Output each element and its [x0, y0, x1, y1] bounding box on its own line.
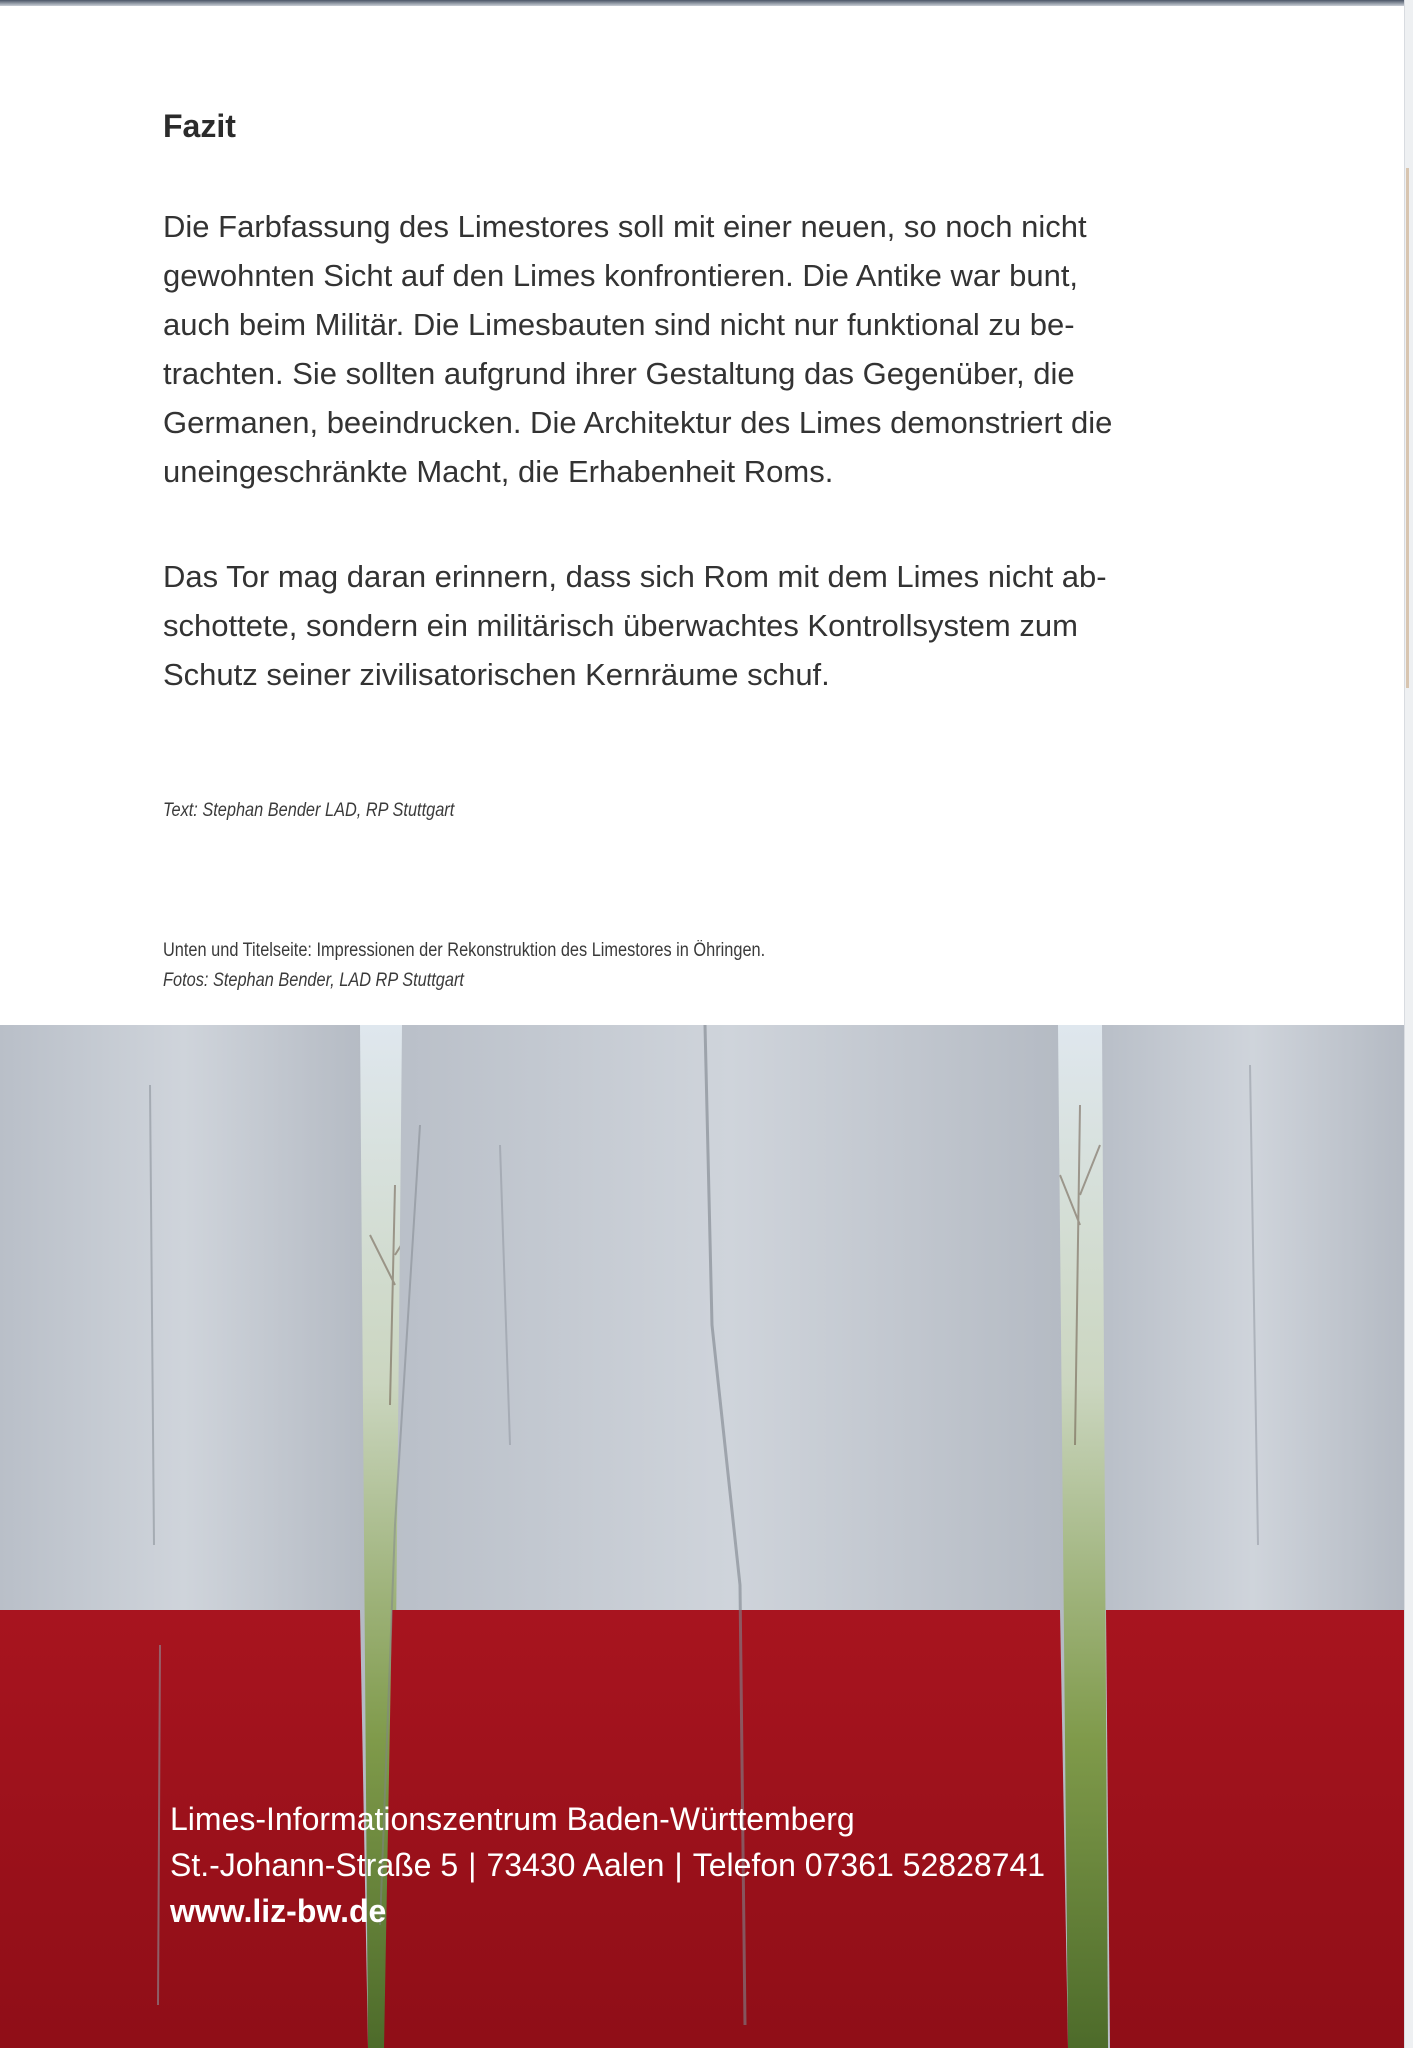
org-name: Limes-Informationszentrum Baden-Württemberg	[170, 1801, 855, 1837]
plank-right	[1102, 1025, 1404, 2048]
separator: |	[468, 1847, 477, 1883]
text-line: Die Farbfassung des Limestores soll mit einer neuen, so noch nicht	[163, 209, 1087, 244]
text-line: schottete, sondern ein militärisch überwachtes Kontrollsystem zum	[163, 608, 1078, 643]
section-heading: Fazit	[163, 108, 236, 144]
text-author-credit: Text: Stephan Bender LAD, RP Stuttgart	[163, 800, 455, 821]
page-edge-mark	[1406, 168, 1409, 688]
paragraph-conclusion	[163, 202, 1223, 496]
text-line: uneingeschränkte Macht, die Erhabenheit Roms.	[163, 454, 834, 489]
text-line: Das Tor mag daran erinnern, dass sich Rom mit dem Limes nicht ab-	[163, 559, 1107, 594]
website-link[interactable]: www.liz-bw.de	[170, 1893, 387, 1929]
text-line: Schutz seiner zivilisatorischen Kernräume schuf.	[163, 657, 830, 692]
phone: Telefon 07361 52828741	[692, 1847, 1046, 1883]
street: St.-Johann-Straße 5	[170, 1847, 459, 1883]
caption-text: Unten und Titelseite: Impressionen der Rekonstruktion des Limestores in Öhringen.	[163, 940, 766, 961]
text-line: Germanen, beeindrucken. Die Architektur des Limes demonstriert die	[163, 405, 1113, 440]
photo-credit: Fotos: Stephan Bender, LAD RP Stuttgart	[163, 970, 464, 991]
separator: |	[674, 1847, 683, 1883]
text-line: trachten. Sie sollten aufgrund ihrer Gestaltung das Gegenüber, die	[163, 356, 1075, 391]
top-rule	[0, 0, 1413, 6]
paragraph-gate	[163, 552, 1223, 699]
city: 73430 Aalen	[486, 1847, 665, 1883]
footer-address	[170, 1796, 1045, 1934]
address-line	[170, 1842, 1045, 1888]
text-line: auch beim Militär. Die Limesbauten sind nicht nur funktional zu be-	[163, 307, 1075, 342]
photo-caption	[163, 936, 765, 996]
text-line: gewohnten Sicht auf den Limes konfrontieren. Die Antike war bunt,	[163, 258, 1079, 293]
